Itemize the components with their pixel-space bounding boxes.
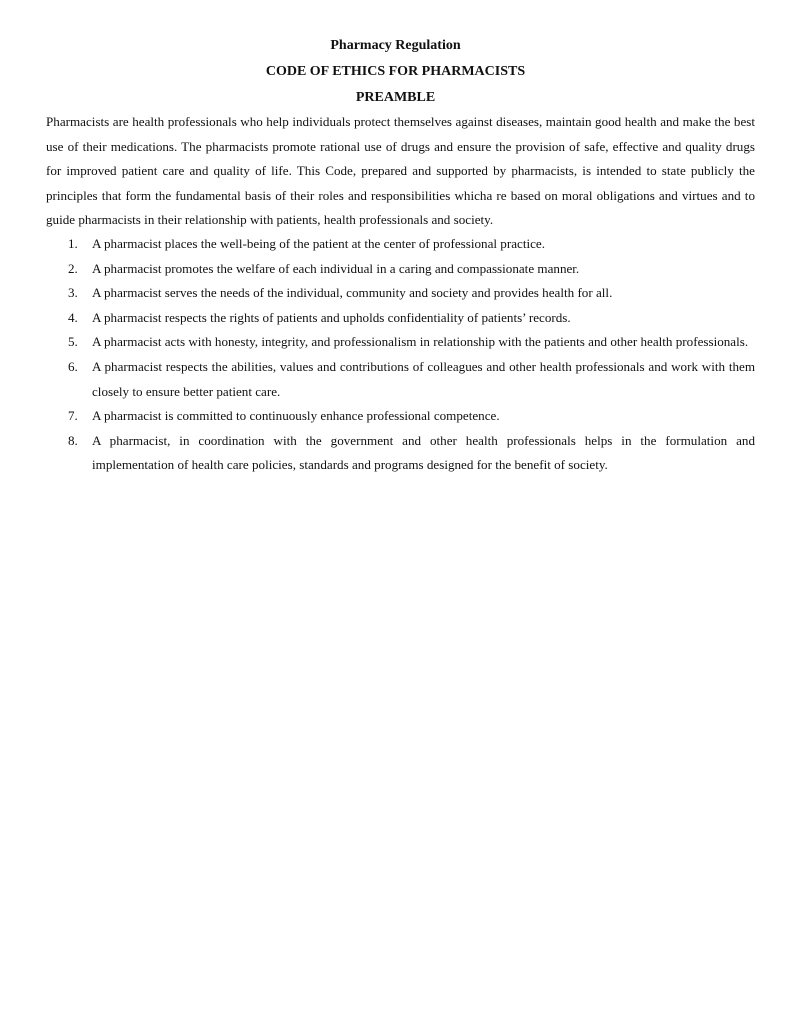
preamble-paragraph: Pharmacists are health professionals who help individuals protect themselves against diseases, maintain good health and make the best use of their medications. The pharmacists promote rational use of drugs and ensure the provision of safe, effective and quality drugs for improved patient care and quality of life. This Code, prepared and supported by pharmacists, is intended to state publicly the principles that form the fundamental basis of their roles and responsibilities whicha re based on moral obligations and virtues and to guide pharmacists in their relationship with patients, health professionals and society. xyxy=(46,114,755,228)
item-number: 1. xyxy=(68,236,78,251)
item-text: A pharmacist, in coordination with the government and other health professionals helps in the formulation and implementation of health care policies, standards and programs designed for the benefit of society. xyxy=(92,432,755,473)
item-number: 3. xyxy=(68,285,78,301)
item-text: A pharmacist places the well-being of the patient at the center of professional practice. xyxy=(92,236,546,251)
item-text: A pharmacist is committed to continuously enhance professional competence. xyxy=(92,408,500,424)
list-item xyxy=(46,404,755,429)
item-text: A pharmacist promotes the welfare of each individual in a caring and compassionate manner. xyxy=(92,260,580,276)
item-number: 2. xyxy=(68,260,78,276)
item-number: 8. xyxy=(68,432,78,448)
document-header xyxy=(0,36,791,108)
item-number: 7. xyxy=(68,408,78,424)
document-title: Pharmacy Regulation xyxy=(330,38,461,53)
item-number: 6. xyxy=(68,358,78,374)
item-number: 5. xyxy=(68,334,78,350)
document-subtitle: CODE OF ETHICS FOR PHARMACISTS xyxy=(265,64,526,79)
item-text: A pharmacist serves the needs of the individual, community and society and provides health for all. xyxy=(92,285,613,301)
list-item xyxy=(46,330,755,355)
list-item xyxy=(46,429,755,478)
list-item xyxy=(46,257,755,282)
ethics-code-list xyxy=(46,232,755,478)
list-item xyxy=(46,306,755,331)
item-text: A pharmacist respects the rights of patients and upholds confidentiality of patients’ records. xyxy=(92,309,571,325)
item-text: A pharmacist acts with honesty, integrity, and professionalism in relationship with the patients and other health professionals. xyxy=(92,334,749,350)
list-item xyxy=(46,355,755,404)
item-number: 4. xyxy=(68,309,78,325)
preamble-heading: PREAMBLE xyxy=(355,90,436,105)
list-item xyxy=(46,232,755,257)
item-text: A pharmacist respects the abilities, values and contributions of colleagues and other health professionals and work with them closely to ensure better patient care. xyxy=(92,358,755,399)
list-item xyxy=(46,281,755,306)
